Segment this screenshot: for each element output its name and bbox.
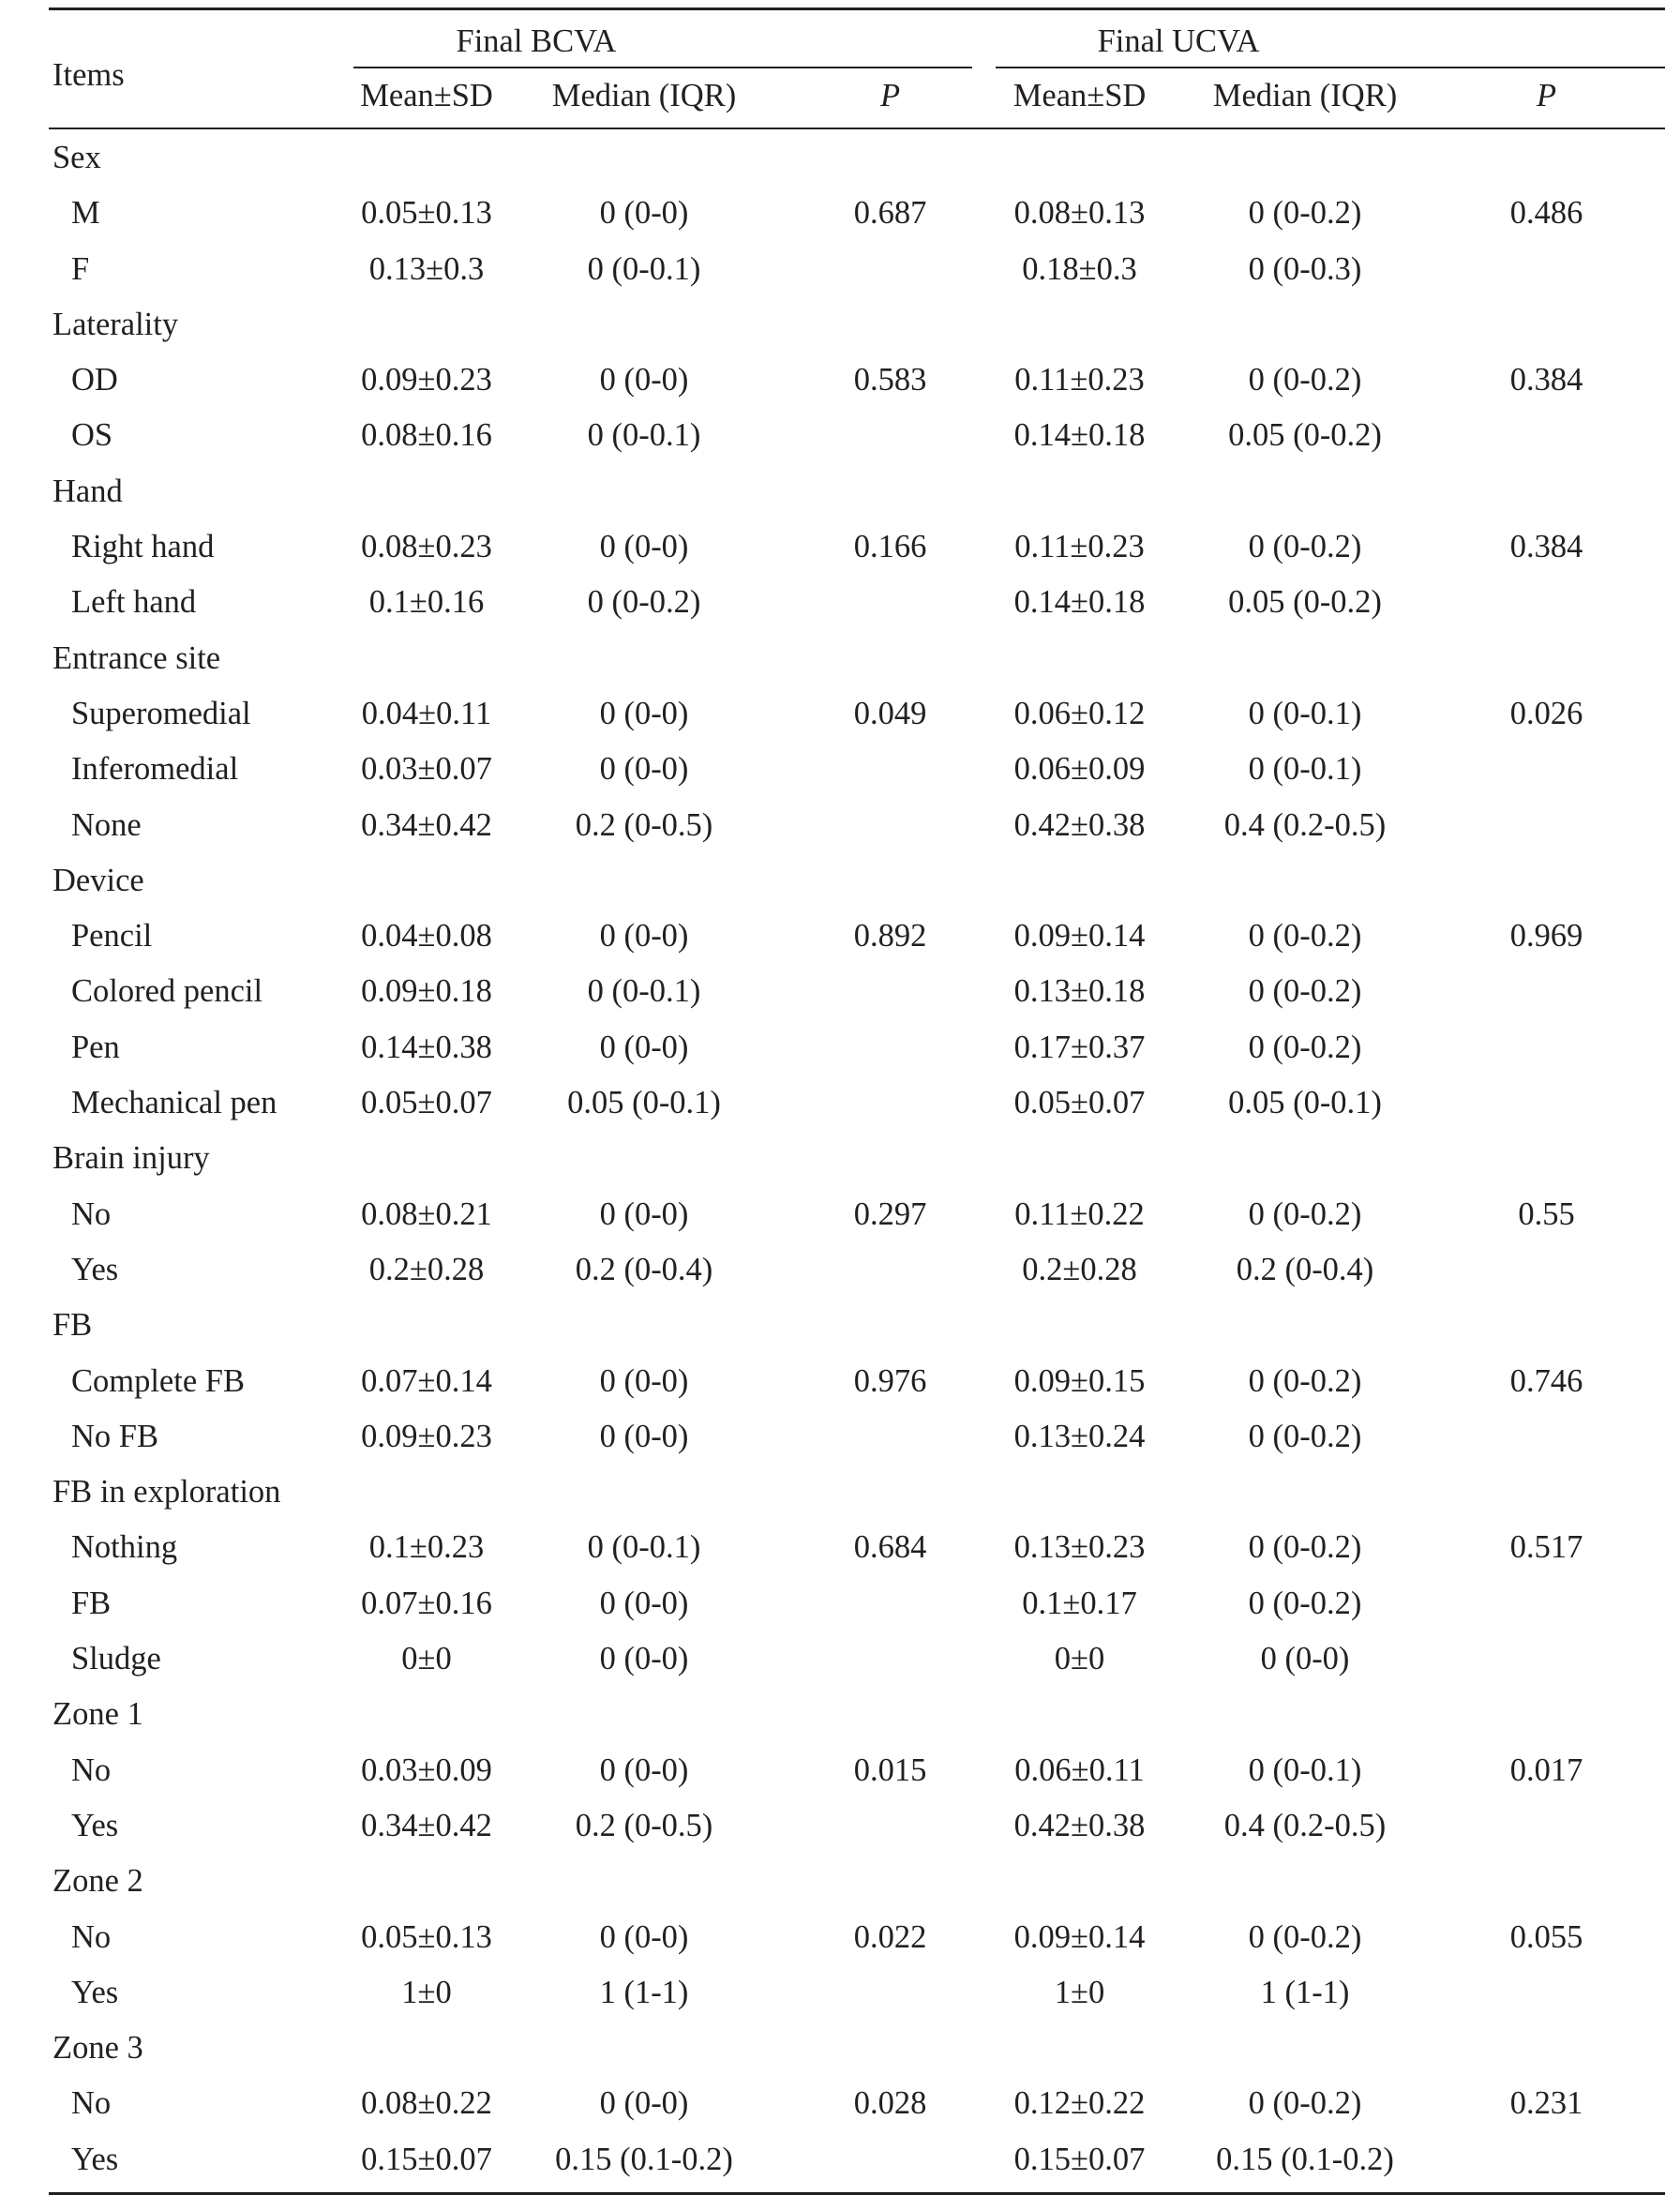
ucva-median-iqr: 0.05 (0-0.2) (1228, 417, 1382, 454)
group-row (49, 296, 1665, 352)
bcva-mean-sd: 0.1±0.23 (368, 1529, 485, 1566)
ucva-median-iqr: 0 (0-0.2) (1248, 1918, 1362, 1955)
ucva-mean-sd: 0.2±0.28 (1022, 1251, 1137, 1287)
row-label: No (71, 1918, 112, 1955)
ucva-median-iqr: 0 (0-0) (1260, 1641, 1350, 1677)
ucva-mean-sd: 0.06±0.11 (1014, 1751, 1145, 1788)
header-bcva-p: P (879, 78, 901, 113)
ucva-mean-sd: 0.13±0.24 (1013, 1418, 1146, 1454)
group-label: FB (52, 1307, 93, 1344)
ucva-median-iqr: 0 (0-0.3) (1248, 250, 1362, 287)
ucva-p-value: 0.517 (1509, 1529, 1583, 1566)
bcva-median-iqr: 0 (0-0) (599, 1362, 689, 1399)
group-row (49, 129, 1665, 185)
table-row (49, 1408, 1665, 1464)
row-label: Nothing (71, 1529, 178, 1566)
bcva-p-value: 0.028 (853, 2085, 927, 2122)
ucva-mean-sd: 0.14±0.18 (1013, 417, 1146, 454)
group-row (49, 1853, 1665, 1908)
ucva-median-iqr: 0 (0-0.1) (1248, 695, 1362, 731)
bcva-median-iqr: 0 (0-0) (599, 529, 689, 565)
bcva-median-iqr: 1 (1-1) (599, 1974, 689, 2010)
ucva-mean-sd: 0.11±0.23 (1014, 362, 1145, 398)
ucva-median-iqr: 0 (0-0.2) (1248, 918, 1362, 955)
group-row (49, 1130, 1665, 1185)
bcva-mean-sd: 0.14±0.38 (361, 1029, 492, 1065)
bcva-p-value: 0.583 (853, 362, 927, 398)
row-label: Complete FB (71, 1362, 245, 1399)
group-label: Zone 1 (52, 1696, 143, 1733)
ucva-median-iqr: 0 (0-0.2) (1248, 1585, 1362, 1621)
bcva-mean-sd: 0.08±0.16 (361, 417, 492, 454)
ucva-mean-sd: 0.42±0.38 (1013, 806, 1146, 843)
group-row (49, 463, 1665, 519)
bcva-p-value: 0.297 (853, 1195, 927, 1232)
bcva-median-iqr: 0 (0-0) (599, 918, 689, 955)
bcva-mean-sd: 0.34±0.42 (361, 806, 492, 843)
bcva-p-value: 0.684 (853, 1529, 927, 1566)
ucva-mean-sd: 0.13±0.23 (1013, 1529, 1146, 1566)
row-label: M (71, 195, 100, 232)
ucva-median-iqr: 0 (0-0.2) (1248, 2085, 1362, 2122)
header-items: Items (52, 57, 125, 93)
ucva-mean-sd: 0.09±0.15 (1013, 1362, 1146, 1399)
ucva-mean-sd: 0.09±0.14 (1013, 1918, 1146, 1955)
ucva-mean-sd: 0.11±0.22 (1014, 1195, 1145, 1232)
bcva-mean-sd: 0.08±0.21 (361, 1195, 492, 1232)
header-bcva-rule (353, 67, 972, 68)
bcva-mean-sd: 0.1±0.16 (368, 584, 485, 621)
bcva-median-iqr: 0 (0-0) (599, 695, 689, 731)
ucva-median-iqr: 0.05 (0-0.2) (1228, 584, 1382, 621)
table-row (49, 1964, 1665, 2020)
bcva-mean-sd: 0.03±0.09 (361, 1751, 492, 1788)
ucva-mean-sd: 0.17±0.37 (1013, 1029, 1146, 1065)
row-label: Inferomedial (71, 751, 239, 788)
table-row (49, 2075, 1665, 2130)
bcva-median-iqr: 0 (0-0.1) (587, 973, 701, 1010)
row-label: Pencil (71, 918, 153, 955)
table-row (49, 241, 1665, 296)
header-ucva-median-iqr: Median (IQR) (1212, 78, 1398, 113)
header-final-bcva: Final BCVA (456, 23, 617, 59)
group-row (49, 1297, 1665, 1352)
ucva-p-value: 0.55 (1518, 1195, 1575, 1232)
table-row (49, 1575, 1665, 1631)
row-label: No (71, 2085, 112, 2122)
bcva-mean-sd: 1±0 (401, 1974, 452, 2010)
group-row (49, 1686, 1665, 1741)
bcva-mean-sd: 0±0 (401, 1641, 452, 1677)
bcva-p-value: 0.166 (853, 529, 927, 565)
table-row (49, 1909, 1665, 1964)
bcva-p-value: 0.892 (853, 918, 927, 955)
bcva-p-value: 0.976 (853, 1362, 927, 1399)
ucva-mean-sd: 0.1±0.17 (1022, 1585, 1137, 1621)
bcva-median-iqr: 0 (0-0) (599, 1918, 689, 1955)
ucva-p-value: 0.969 (1509, 918, 1583, 955)
table-row (49, 1353, 1665, 1408)
ucva-median-iqr: 0 (0-0.1) (1248, 1751, 1362, 1788)
row-label: Pen (71, 1029, 120, 1065)
bcva-mean-sd: 0.08±0.23 (361, 529, 492, 565)
row-label: No (71, 1195, 112, 1232)
table-row (49, 407, 1665, 462)
ucva-median-iqr: 0.4 (0.2-0.5) (1223, 1807, 1387, 1843)
bcva-median-iqr: 0 (0-0) (599, 1418, 689, 1454)
ucva-mean-sd: 0.13±0.18 (1013, 973, 1146, 1010)
table-row (49, 1797, 1665, 1853)
header-ucva-p: P (1536, 78, 1557, 113)
table-row (49, 574, 1665, 629)
table-row (49, 1519, 1665, 1574)
row-label: No (71, 1751, 112, 1788)
group-label: Entrance site (52, 639, 221, 676)
ucva-mean-sd: 0.11±0.23 (1014, 529, 1145, 565)
bcva-median-iqr: 0.2 (0-0.5) (575, 1807, 713, 1843)
bcva-p-value: 0.022 (853, 1918, 927, 1955)
group-row (49, 2020, 1665, 2075)
group-label: Brain injury (52, 1140, 210, 1177)
ucva-median-iqr: 0.4 (0.2-0.5) (1223, 806, 1387, 843)
bcva-p-value: 0.687 (853, 195, 927, 232)
table-row (49, 2131, 1665, 2187)
bcva-median-iqr: 0 (0-0) (599, 1641, 689, 1677)
ucva-p-value: 0.486 (1509, 195, 1583, 232)
bcva-median-iqr: 0.15 (0.1-0.2) (555, 2141, 733, 2177)
table-row (49, 797, 1665, 852)
ucva-mean-sd: 0.15±0.07 (1013, 2141, 1146, 2177)
ucva-median-iqr: 1 (1-1) (1260, 1974, 1350, 2010)
bcva-median-iqr: 0 (0-0) (599, 1029, 689, 1065)
row-label: None (71, 806, 142, 843)
table-row (49, 741, 1665, 796)
table-body (49, 129, 1665, 2187)
row-label: OD (71, 362, 118, 398)
row-label: Yes (71, 1974, 119, 2010)
table-row (49, 1075, 1665, 1130)
bcva-mean-sd: 0.05±0.13 (361, 1918, 492, 1955)
ucva-mean-sd: 0.06±0.09 (1013, 751, 1146, 788)
bcva-median-iqr: 0 (0-0.2) (587, 584, 701, 621)
row-label: Superomedial (71, 695, 251, 731)
ucva-mean-sd: 0.06±0.12 (1013, 695, 1146, 731)
row-label: Left hand (71, 584, 197, 621)
ucva-p-value: 0.746 (1509, 1362, 1583, 1399)
ucva-p-value: 0.384 (1509, 529, 1583, 565)
group-label: Zone 3 (52, 2030, 143, 2067)
table-row (49, 185, 1665, 240)
ucva-mean-sd: 0.09±0.14 (1013, 918, 1146, 955)
ucva-mean-sd: 0.14±0.18 (1013, 584, 1146, 621)
group-label: FB in exploration (52, 1474, 281, 1511)
row-label: Right hand (71, 529, 215, 565)
bcva-mean-sd: 0.04±0.11 (361, 695, 492, 731)
ucva-median-iqr: 0 (0-0.1) (1248, 751, 1362, 788)
bcva-mean-sd: 0.05±0.07 (361, 1085, 492, 1121)
bcva-mean-sd: 0.09±0.23 (361, 362, 492, 398)
ucva-mean-sd: 0±0 (1054, 1641, 1105, 1677)
bcva-mean-sd: 0.15±0.07 (361, 2141, 492, 2177)
header-ucva-mean-sd: Mean±SD (1012, 78, 1147, 113)
bcva-median-iqr: 0 (0-0) (599, 1751, 689, 1788)
bcva-median-iqr: 0 (0-0) (599, 1195, 689, 1232)
bcva-median-iqr: 0.2 (0-0.4) (575, 1251, 713, 1287)
ucva-median-iqr: 0 (0-0.2) (1248, 529, 1362, 565)
table-row (49, 1019, 1665, 1075)
bcva-mean-sd: 0.09±0.18 (361, 973, 492, 1010)
ucva-median-iqr: 0 (0-0.2) (1248, 1362, 1362, 1399)
bcva-mean-sd: 0.05±0.13 (361, 195, 492, 232)
group-label: Device (52, 862, 144, 898)
bcva-median-iqr: 0 (0-0) (599, 195, 689, 232)
ucva-p-value: 0.384 (1509, 362, 1583, 398)
bcva-median-iqr: 0 (0-0) (599, 751, 689, 788)
ucva-median-iqr: 0 (0-0.2) (1248, 362, 1362, 398)
ucva-mean-sd: 0.42±0.38 (1013, 1807, 1146, 1843)
ucva-median-iqr: 0.15 (0.1-0.2) (1216, 2141, 1394, 2177)
bcva-median-iqr: 0.2 (0-0.5) (575, 806, 713, 843)
ucva-p-value: 0.017 (1509, 1751, 1583, 1788)
bcva-median-iqr: 0 (0-0.1) (587, 417, 701, 454)
table-row (49, 685, 1665, 741)
ucva-p-value: 0.231 (1509, 2085, 1583, 2122)
table-row (49, 908, 1665, 963)
ucva-median-iqr: 0.2 (0-0.4) (1236, 1251, 1374, 1287)
row-label: Mechanical pen (71, 1085, 278, 1121)
group-row (49, 630, 1665, 685)
ucva-mean-sd: 0.05±0.07 (1013, 1085, 1146, 1121)
bcva-mean-sd: 0.2±0.28 (368, 1251, 485, 1287)
table-row (49, 1631, 1665, 1686)
ucva-median-iqr: 0 (0-0.2) (1248, 973, 1362, 1010)
bcva-mean-sd: 0.04±0.08 (361, 918, 492, 955)
row-label: Yes (71, 1251, 119, 1287)
bcva-median-iqr: 0 (0-0) (599, 2085, 689, 2122)
group-label: Sex (52, 140, 101, 175)
ucva-p-value: 0.026 (1509, 695, 1583, 731)
bcva-median-iqr: 0 (0-0) (599, 362, 689, 398)
ucva-median-iqr: 0 (0-0.2) (1248, 1529, 1362, 1566)
table-row (49, 1241, 1665, 1297)
row-label: Yes (71, 2141, 119, 2177)
ucva-p-value: 0.055 (1509, 1918, 1583, 1955)
header-ucva-rule (996, 67, 1665, 68)
ucva-median-iqr: 0 (0-0.2) (1248, 1195, 1362, 1232)
ucva-mean-sd: 0.08±0.13 (1013, 195, 1146, 232)
ucva-median-iqr: 0 (0-0.2) (1248, 1029, 1362, 1065)
bcva-p-value: 0.049 (853, 695, 927, 731)
table-row (49, 352, 1665, 407)
group-label: Zone 2 (52, 1863, 143, 1900)
group-row (49, 1464, 1665, 1519)
header-bcva-mean-sd: Mean±SD (360, 78, 493, 113)
bcva-median-iqr: 0.05 (0-0.1) (567, 1085, 721, 1121)
bcva-mean-sd: 0.07±0.14 (361, 1362, 492, 1399)
row-label: FB (71, 1585, 112, 1621)
ucva-median-iqr: 0 (0-0.2) (1248, 1418, 1362, 1454)
row-label: No FB (71, 1418, 158, 1454)
header-final-ucva: Final UCVA (1097, 23, 1260, 59)
group-label: Laterality (52, 306, 179, 342)
ucva-mean-sd: 1±0 (1054, 1974, 1105, 2010)
row-label: Sludge (71, 1641, 161, 1677)
header-bcva-median-iqr: Median (IQR) (551, 78, 737, 113)
table-header (49, 10, 1665, 128)
bcva-mean-sd: 0.07±0.16 (361, 1585, 492, 1621)
bcva-median-iqr: 0 (0-0) (599, 1585, 689, 1621)
row-label: F (71, 250, 90, 287)
bcva-mean-sd: 0.08±0.22 (361, 2085, 492, 2122)
table-row (49, 1186, 1665, 1241)
group-label: Hand (52, 473, 123, 509)
ucva-median-iqr: 0.05 (0-0.1) (1228, 1085, 1382, 1121)
bcva-mean-sd: 0.09±0.23 (361, 1418, 492, 1454)
bcva-mean-sd: 0.34±0.42 (361, 1807, 492, 1843)
table-row (49, 1742, 1665, 1797)
group-row (49, 852, 1665, 908)
table-row (49, 963, 1665, 1018)
row-label: OS (71, 417, 113, 454)
row-label: Colored pencil (71, 973, 263, 1010)
ucva-mean-sd: 0.12±0.22 (1013, 2085, 1146, 2122)
ucva-mean-sd: 0.18±0.3 (1022, 250, 1137, 287)
bcva-median-iqr: 0 (0-0.1) (587, 250, 701, 287)
ucva-median-iqr: 0 (0-0.2) (1248, 195, 1362, 232)
table-row (49, 519, 1665, 574)
bcva-mean-sd: 0.13±0.3 (368, 250, 485, 287)
bcva-median-iqr: 0 (0-0.1) (587, 1529, 701, 1566)
row-label: Yes (71, 1807, 119, 1843)
bcva-mean-sd: 0.03±0.07 (361, 751, 492, 788)
bcva-p-value: 0.015 (853, 1751, 927, 1788)
results-table (49, 8, 1665, 2195)
